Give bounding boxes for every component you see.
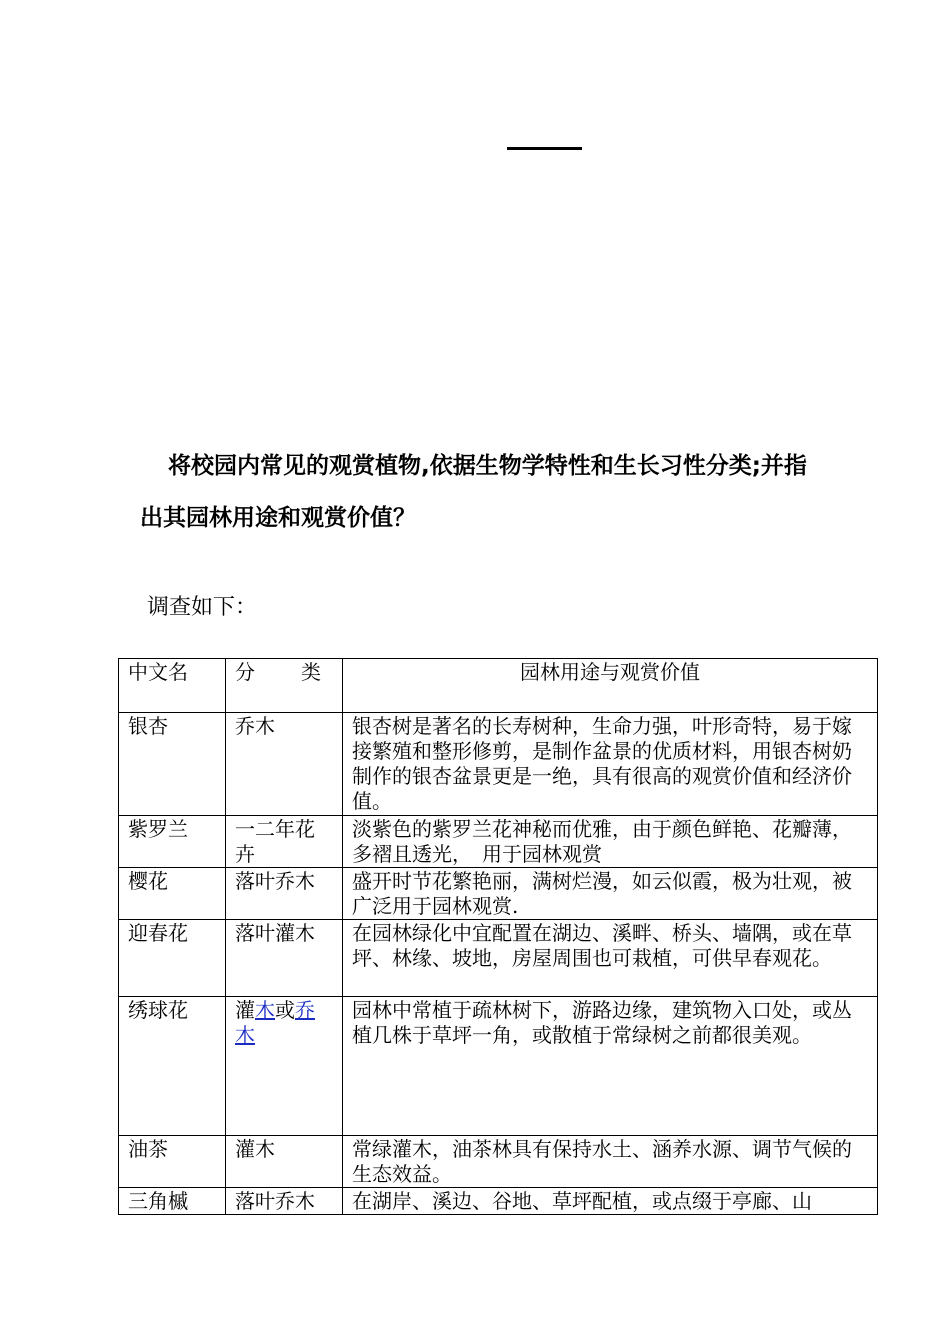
table-header-row xyxy=(119,659,878,713)
row-category: 一二年花卉 xyxy=(226,816,343,868)
header-category: 分 类 xyxy=(226,659,343,713)
row-category xyxy=(226,997,343,1136)
row-value: 淡紫色的紫罗兰花神秘而优雅，由于颜色鲜艳、花瓣薄，多褶且透光， 用于园林观赏 xyxy=(343,816,878,868)
row-category: 乔木 xyxy=(226,713,343,816)
row-name: 樱花 xyxy=(119,868,226,920)
table-row xyxy=(119,816,878,868)
row-value: 在湖岸、溪边、谷地、草坪配植，或点缀于亭廊、山 xyxy=(343,1188,878,1215)
plant-table xyxy=(118,658,878,1215)
category-text: 灌 xyxy=(235,998,255,1022)
row-value: 在园林绿化中宜配置在湖边、溪畔、桥头、墙隅，或在草坪、林缘、坡地，房屋周围也可栽植，可供早春观花。 xyxy=(343,920,878,997)
row-category: 落叶乔木 xyxy=(226,868,343,920)
row-name: 三角槭 xyxy=(119,1188,226,1215)
table-row xyxy=(119,868,878,920)
question-heading: 将校园内常见的观赏植物,依据生物学特性和生长习性分类;并指出其园林用途和观赏价值？ xyxy=(140,453,807,531)
row-category: 灌木 xyxy=(226,1136,343,1188)
table-row xyxy=(119,1188,878,1215)
row-value: 园林中常植于疏林树下，游路边缘，建筑物入口处，或丛植几株于草坪一角，或散植于常绿树之前都很美观。 xyxy=(343,997,878,1136)
header-value: 园林用途与观赏价值 xyxy=(343,659,878,713)
table-row xyxy=(119,997,878,1136)
row-category: 落叶乔木 xyxy=(226,1188,343,1215)
category-text: 或 xyxy=(275,998,295,1022)
row-category: 落叶灌木 xyxy=(226,920,343,997)
header-name: 中文名 xyxy=(119,659,226,713)
table-row xyxy=(119,920,878,997)
row-name: 绣球花 xyxy=(119,997,226,1136)
category-link-shrub[interactable]: 木 xyxy=(255,998,275,1022)
table-row xyxy=(119,1136,878,1188)
intro-text: 调查如下： xyxy=(147,595,258,620)
row-name: 迎春花 xyxy=(119,920,226,997)
category-link-tree[interactable]: 乔木 xyxy=(235,998,315,1047)
row-value: 盛开时节花繁艳丽，满树烂漫，如云似霞，极为壮观，被广泛用于园林观赏. xyxy=(343,868,878,920)
row-name: 银杏 xyxy=(119,713,226,816)
row-name: 油茶 xyxy=(119,1136,226,1188)
row-value: 常绿灌木，油茶林具有保持水土、涵养水源、调节气候的生态效益。 xyxy=(343,1136,878,1188)
header-dash xyxy=(507,147,582,150)
row-name: 紫罗兰 xyxy=(119,816,226,868)
row-value: 银杏树是著名的长寿树种，生命力强，叶形奇特，易于嫁接繁殖和整形修剪，是制作盆景的优质材料，用银杏树奶制作的银杏盆景更是一绝，具有很高的观赏价值和经济价值。 xyxy=(343,713,878,816)
table-row xyxy=(119,713,878,816)
